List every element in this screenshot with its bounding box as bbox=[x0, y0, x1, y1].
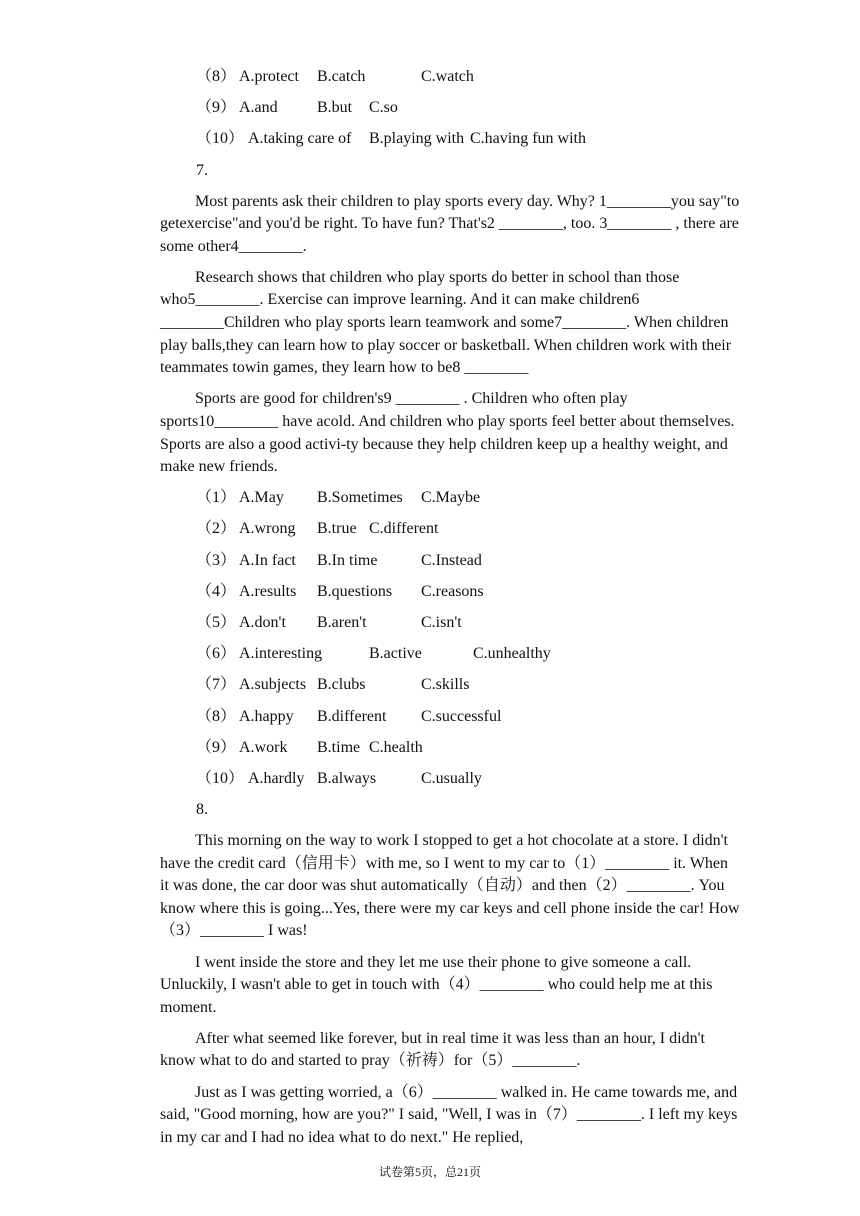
option-number: （10） bbox=[196, 130, 245, 148]
passage-paragraph: Just as I was getting worried, a（6）________ walked in. He came towards me, and said, "Good morning, how are you?" I said, "Well, I was in（7）________. I left my keys in my car and I had no idea what to do next." He replied, bbox=[160, 1083, 738, 1146]
option-a: A.work bbox=[239, 738, 288, 756]
option-b: B.but bbox=[317, 99, 353, 117]
option-c: C.usually bbox=[421, 769, 482, 787]
option-a: A.results bbox=[239, 582, 297, 600]
option-b: B.clubs bbox=[317, 676, 366, 694]
option-b: B.active bbox=[369, 645, 422, 663]
option-row bbox=[196, 674, 740, 705]
option-b: B.time bbox=[317, 738, 361, 756]
option-row bbox=[196, 581, 740, 612]
page-content bbox=[160, 66, 740, 1158]
option-c: C.watch bbox=[421, 68, 474, 85]
option-number: （4） bbox=[196, 582, 237, 600]
question-number-8: 8. bbox=[196, 801, 208, 819]
option-a: A.don't bbox=[239, 613, 286, 631]
option-a: A.wrong bbox=[239, 520, 296, 538]
option-b: B.different bbox=[317, 707, 387, 725]
option-row bbox=[196, 737, 740, 768]
option-number: （6） bbox=[196, 645, 237, 663]
option-row bbox=[196, 612, 740, 643]
option-number: （7） bbox=[196, 676, 237, 694]
option-c: C.different bbox=[369, 520, 439, 538]
option-c: C.Maybe bbox=[421, 489, 481, 507]
option-number: （9） bbox=[196, 99, 237, 117]
passage-paragraph: Research shows that children who play sports do better in school than those who5________. Exercise can improve learning. And it can make children6 ________Children who play sports learn teamwork and some7________. When children play balls,they can learn how to play soccer or basketball. When children work with their teammates towin games, they learn how to be8 ________ bbox=[160, 268, 732, 377]
option-c: C.reasons bbox=[421, 582, 484, 600]
section7-options bbox=[160, 487, 740, 799]
option-c: C.skills bbox=[421, 676, 470, 694]
option-row bbox=[196, 643, 740, 674]
option-b: B.true bbox=[317, 520, 357, 538]
option-a: A.protect bbox=[239, 68, 299, 85]
section7-tail-options bbox=[160, 66, 740, 160]
option-number: （8） bbox=[196, 707, 237, 725]
option-b: B.Sometimes bbox=[317, 489, 403, 507]
option-row bbox=[196, 706, 740, 737]
option-number: （1） bbox=[196, 489, 237, 507]
option-b: B.aren't bbox=[317, 613, 367, 631]
option-b: B.always bbox=[317, 769, 377, 787]
page-footer: 试卷第5页，总21页 bbox=[378, 1165, 481, 1179]
passage-paragraph: This morning on the way to work I stopped to get a hot chocolate at a store. I didn't have the credit card（信用卡）with me, so I went to my car to（1）________ it. When it was done, the car door was shut automatically（自动）and then（2）________. You know where this is going...Yes, there were my car keys and cell phone inside the car! How（3）________ I was! bbox=[160, 832, 740, 940]
option-c: C.health bbox=[369, 738, 423, 756]
passage-paragraph: Sports are good for children's9 ________ . Children who often play sports10________ have acold. And children who play sports feel better about themselves. Sports are also a good activi-ty because they help children keep up a healthy weight, and make new friends. bbox=[160, 390, 735, 476]
option-a: A.subjects bbox=[239, 676, 307, 694]
option-row bbox=[196, 550, 740, 581]
question-number-7: 7. bbox=[196, 161, 208, 179]
option-number: （10） bbox=[196, 769, 245, 787]
option-number: （3） bbox=[196, 551, 237, 569]
option-number: （2） bbox=[196, 520, 237, 538]
option-a: A.happy bbox=[239, 707, 294, 725]
option-a: A.and bbox=[239, 99, 278, 117]
option-row bbox=[196, 97, 740, 128]
passage-paragraph: After what seemed like forever, but in real time it was less than an hour, I didn't know what to do and started to pray（祈祷）for（5）________. bbox=[160, 1029, 705, 1070]
option-a: A.taking care of bbox=[248, 130, 352, 148]
option-c: C.successful bbox=[421, 707, 502, 725]
option-row bbox=[196, 768, 740, 799]
option-row bbox=[196, 128, 740, 159]
passage-paragraph: I went inside the store and they let me use their phone to give someone a call. Unluckily, I wasn't able to get in touch with（4）________ who could help me at this moment. bbox=[160, 953, 713, 1016]
option-c: C.isn't bbox=[421, 613, 462, 631]
option-a: A.interesting bbox=[239, 645, 323, 663]
option-row bbox=[196, 66, 740, 97]
option-a: A.May bbox=[239, 489, 284, 507]
option-b: B.questions bbox=[317, 582, 393, 600]
option-b: B.playing with bbox=[369, 130, 465, 148]
option-c: C.unhealthy bbox=[473, 645, 551, 663]
option-c: C.Instead bbox=[421, 551, 482, 569]
option-number: （5） bbox=[196, 613, 237, 631]
option-row bbox=[196, 518, 740, 549]
option-b: B.In time bbox=[317, 551, 378, 569]
option-a: A.hardly bbox=[248, 769, 305, 787]
option-b: B.catch bbox=[317, 68, 366, 85]
option-number: （8） bbox=[196, 68, 237, 85]
option-row bbox=[196, 487, 740, 518]
option-number: （9） bbox=[196, 738, 237, 756]
passage-paragraph: Most parents ask their children to play sports every day. Why? 1________you say"to getexercise"and you'd be right. To have fun? That's2 ________, too. 3________ , there are some other4________. bbox=[160, 192, 740, 255]
option-c: C.having fun with bbox=[470, 130, 586, 148]
option-c: C.so bbox=[369, 99, 398, 117]
option-a: A.In fact bbox=[239, 551, 296, 569]
